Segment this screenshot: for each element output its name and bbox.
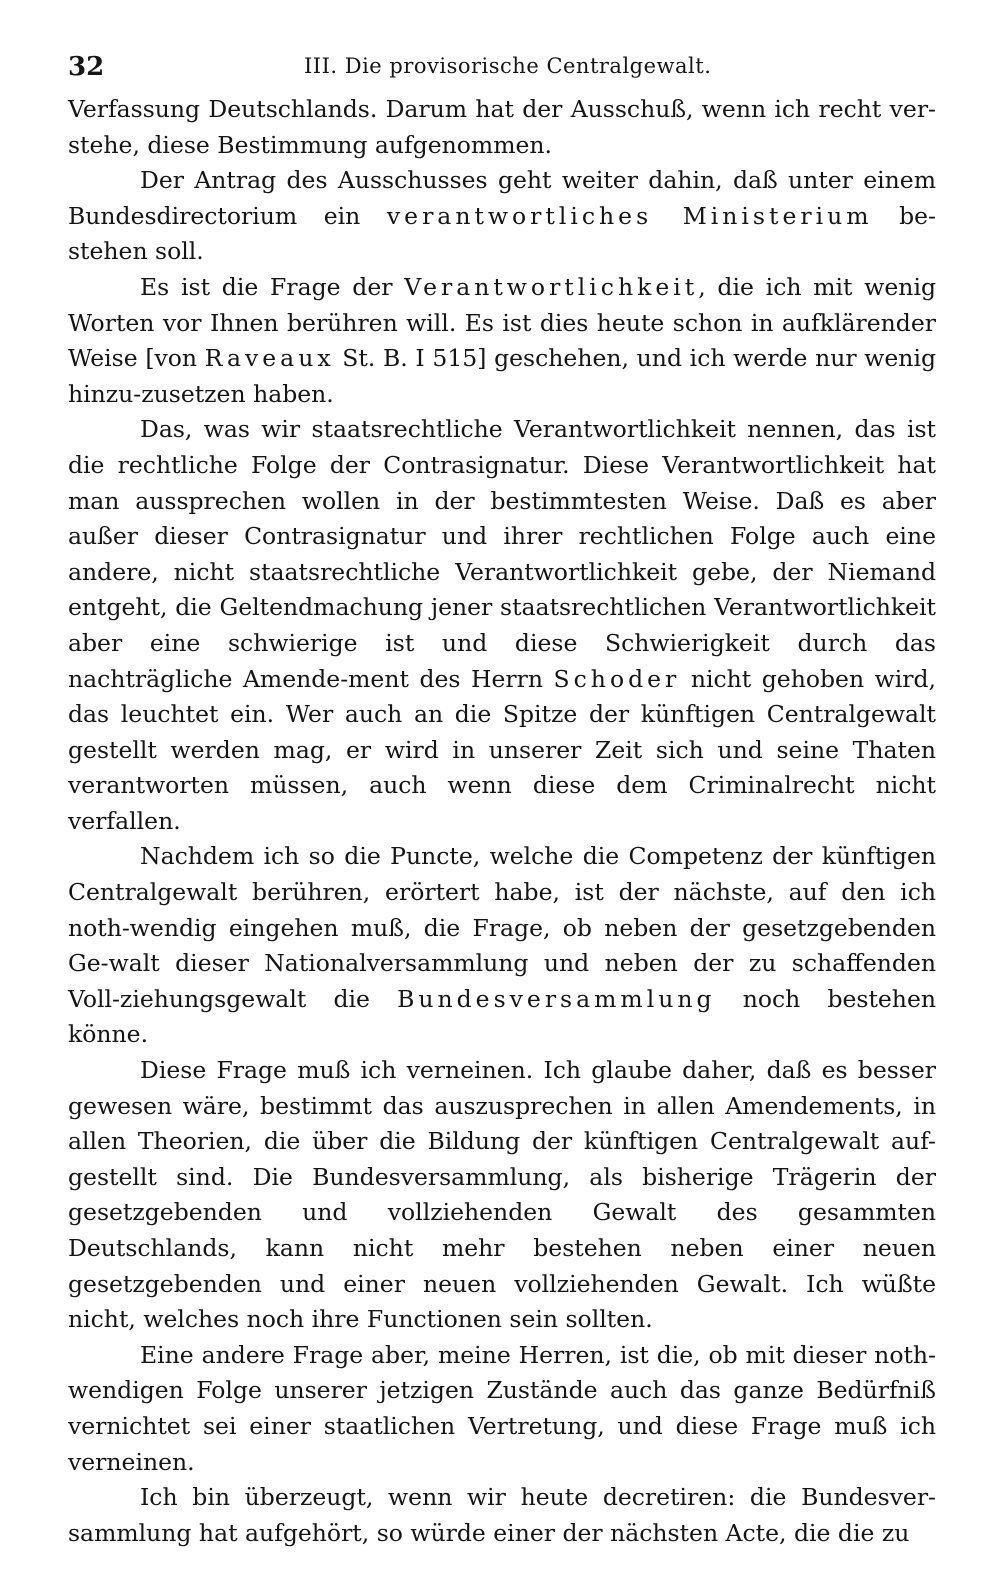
text-run: Ich bin überzeugt, wenn wir heute decretiren: die Bundesver-sammlung hat aufgehört, so würde einer der nächsten Acte, die die zu bbox=[68, 1483, 936, 1547]
paragraph bbox=[68, 270, 936, 412]
text-run: Nachdem ich so die Puncte, welche die Competenz der künftigen Centralgewalt berühren, erörtert habe, ist der nächste, auf den ich noth-wendig eingehen muß, die Frage, ob neben der gesetzgebenden Ge-walt dieser Nationalversammlung und neben der zu schaffenden Voll-ziehungsgewalt die bbox=[68, 842, 936, 1013]
emphasized-text: Schoder bbox=[553, 664, 681, 693]
text-run: noch bestehen könne. bbox=[68, 984, 936, 1049]
paragraph bbox=[68, 1053, 936, 1338]
text-run: Das, was wir staatsrechtliche Verantwortlichkeit nennen, das ist die rechtliche Folge der Contrasignatur. Diese Verantwortlichkeit hat man aussprechen wollen in der bestimmtesten Weise. Daß es aber außer dieser Contrasignatur und ihrer rechtlichen Folge auch eine andere, nicht staatsrechtliche Verantwortlichkeit gebe, der Niemand entgeht, die Geltendmachung jener staatsrechtlichen Verantwortlichkeit aber eine schwierige ist und diese Schwierigkeit durch das nachträgliche Amende-ment des Herrn bbox=[68, 415, 936, 693]
text-run: be-stehen soll. bbox=[68, 201, 936, 266]
text-run: Diese Frage muß ich verneinen. Ich glaube daher, daß es besser gewesen wäre, bestimmt das auszusprechen in allen Amendements, in allen Theorien, die über die Bildung der künftigen Centralgewalt auf-gestellt sind. Die Bundesversammlung, als bisherige Trägerin der gesetzgebenden und vollziehenden Gewalt des gesammten Deutschlands, kann nicht mehr bestehen neben einer neuen gesetzgebenden und einer neuen vollziehenden Gewalt. Ich wüßte nicht, welches noch ihre Functionen sein sollten. bbox=[68, 1056, 936, 1334]
text-run: , die ich mit wenig Worten vor Ihnen berühren will. Es ist dies heute schon in aufklärender Weise [von bbox=[68, 272, 936, 373]
paragraph bbox=[68, 163, 936, 270]
text-run: Der Antrag des Ausschusses geht weiter dahin, daß unter einem Bundesdirectorium ein bbox=[68, 166, 936, 230]
text-run: nicht gehoben wird, das leuchtet ein. Wer auch an die Spitze der künftigen Centralgewalt gestellt werden mag, er wird in unserer Zeit sich und seine Thaten verantworten müssen, auch wenn diese dem Criminalrecht nicht verfallen. bbox=[68, 664, 936, 835]
paragraph bbox=[68, 92, 936, 163]
paragraph bbox=[68, 1480, 936, 1551]
paragraph bbox=[68, 412, 936, 839]
body-text bbox=[68, 92, 936, 1551]
emphasized-text: Verantwortlichkeit bbox=[404, 272, 699, 301]
paragraph bbox=[68, 839, 936, 1053]
running-head bbox=[68, 44, 936, 92]
book-page bbox=[68, 44, 936, 1551]
page-number: 32 bbox=[68, 52, 105, 82]
text-run: Eine andere Frage aber, meine Herren, ist die, ob mit dieser noth-wendigen Folge unserer jetzigen Zustände auch das ganze Bedürfniß vernichtet sei einer staatlichen Vertretung, und diese Frage muß ich verneinen. bbox=[68, 1340, 936, 1476]
emphasized-text: verantwortliches Ministerium bbox=[386, 201, 873, 230]
emphasized-text: Bundesversammlung bbox=[397, 984, 716, 1013]
emphasized-text: Raveaux bbox=[204, 344, 335, 373]
paragraph bbox=[68, 1338, 936, 1480]
text-run: Verfassung Deutschlands. Darum hat der Ausschuß, wenn ich recht ver-stehe, diese Bestimmung aufgenommen. bbox=[68, 95, 936, 159]
chapter-title: III. Die provisorische Centralgewalt. bbox=[304, 54, 712, 78]
text-run: Es ist die Frage der bbox=[140, 272, 405, 301]
text-run: St. B. I 515] geschehen, und ich werde nur wenig hinzu-zusetzen haben. bbox=[68, 344, 937, 408]
